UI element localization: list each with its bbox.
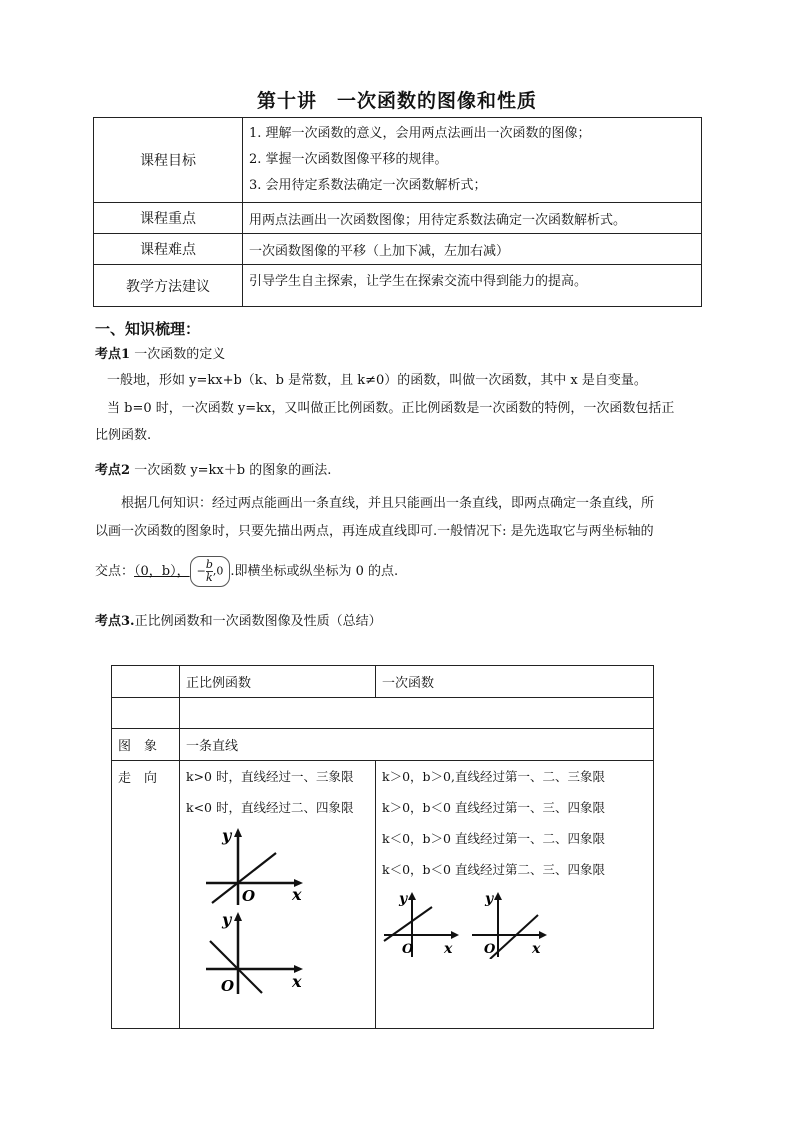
kd3-heading [95,611,382,633]
y-axis-arrow [234,912,242,921]
origin-label: O [242,887,256,905]
direction-line: k＞0，b＜0 直线经过第一、三、四象限 [382,800,605,815]
frac-denominator: k [206,571,213,584]
y-label: y [399,891,408,907]
kd2-heading [95,460,331,482]
kd2-paragraph: 以画一次函数的图象时，只要先描出两点，再连成直线即可.一般情况下: 是先选取它与两坐标轴的 [95,524,654,539]
intersection-label: 交点： [95,564,135,579]
row-label-image: 图 象 [112,729,180,761]
x-label: x [444,941,453,957]
kd2-title: 一次函数 y=kx＋b 的图象的画法. [134,463,332,478]
intersection-point-2 [190,556,231,587]
direction-line: k<0 时，直线经过二、四象限 [186,800,354,815]
intersection-tail: .即横坐标或纵坐标为 0 的点. [230,564,399,579]
origin-label: O [402,942,414,957]
row-label-difficulty: 课程难点 [94,234,243,265]
kd2-intersections [95,556,398,587]
graph-linear-2 [470,887,550,959]
header-proportional: 正比例函数 [180,666,376,698]
y-axis-arrow [234,828,242,837]
section-heading: 一、知识梳理： [95,320,201,338]
kd2-paragraph: 根据几何知识：经过两点能画出一条直线，并且只能画出一条直线，即两点确定一条直线，所 [121,496,655,511]
kd1-paragraph: 比例函数. [95,428,152,443]
frac-sign: − [196,564,206,578]
row-label-goals: 课程目标 [94,118,243,203]
goal-item: 3. 会用待定系数法确定一次函数解析式； [249,178,487,193]
origin-label: O [221,977,235,994]
x-axis-arrow [451,931,459,939]
graph-proportional-negative [200,909,310,994]
header-linear: 一次函数 [376,666,654,698]
kd1-label: 考点1 [95,347,131,362]
focus-cell: 用两点法画出一次函数图像；用待定系数法确定一次函数解析式。 [243,203,702,234]
goal-item: 2. 掌握一次函数图像平移的规律。 [249,152,448,167]
frac-tail: ,0 [212,564,224,578]
kd1-paragraph: 当 b=0 时，一次函数 y=kx，又叫做正比例函数。正比例函数是一次函数的特例，一次函数包括正 [107,401,675,416]
frac-numerator: b [205,558,213,571]
y-axis-arrow [494,892,502,900]
y-label: y [485,891,494,907]
y-label: y [222,826,232,845]
direction-line: k＜0，b＞0 直线经过第一、二、四象限 [382,831,605,846]
function-line [210,941,262,993]
x-label: x [532,941,541,957]
kd1-heading [95,344,225,366]
method-cell: 引导学生自主探索，让学生在探索交流中得到能力的提高。 [243,265,702,307]
comparison-table [111,665,654,1029]
direction-line: k>0 时，直线经过一、三象限 [186,769,354,784]
row-label-focus: 课程重点 [94,203,243,234]
x-label: x [292,885,302,904]
goals-cell [243,118,702,203]
direction-line: k＜0，b＜0 直线经过第二、三、四象限 [382,862,605,877]
proportional-direction-cell [180,761,376,1029]
graph-linear-1 [382,887,462,959]
goal-item: 1. 理解一次函数的意义，会用两点法画出一次函数的图像； [249,126,591,141]
corner-cell [112,666,180,698]
kd3-label: 考点3. [95,614,135,629]
row-label-direction: 走 向 [112,761,180,1029]
image-cell: 一条直线 [180,729,654,761]
intersection-point-1: （0，b）， [134,564,190,579]
x-label: x [292,972,302,991]
blank-cell [180,698,654,729]
difficulty-cell: 一次函数图像的平移（上加下减，左加右减） [243,234,702,265]
graph-proportional-positive [200,825,310,905]
linear-direction-cell [376,761,654,1029]
kd3-title: 正比例函数和一次函数图像及性质（总结） [134,614,382,629]
course-overview-table [93,117,702,307]
linear-graphs [382,887,647,959]
y-label: y [222,910,232,929]
kd2-label: 考点2 [95,463,131,478]
direction-line: k＞0，b＞0,直线经过第一、二、三象限 [382,769,605,784]
x-axis-arrow [539,931,547,939]
blank-cell [112,698,180,729]
y-axis-arrow [408,892,416,900]
kd1-paragraph: 一般地，形如 y=kx+b（k、b 是常数，且 k≠0）的函数，叫做一次函数，其中 x 是自变量。 [107,373,647,388]
row-label-method: 教学方法建议 [94,265,243,307]
page-title: 第十讲 一次函数的图像和性质 [256,90,537,112]
kd1-title: 一次函数的定义 [134,347,226,362]
origin-label: O [484,942,496,957]
